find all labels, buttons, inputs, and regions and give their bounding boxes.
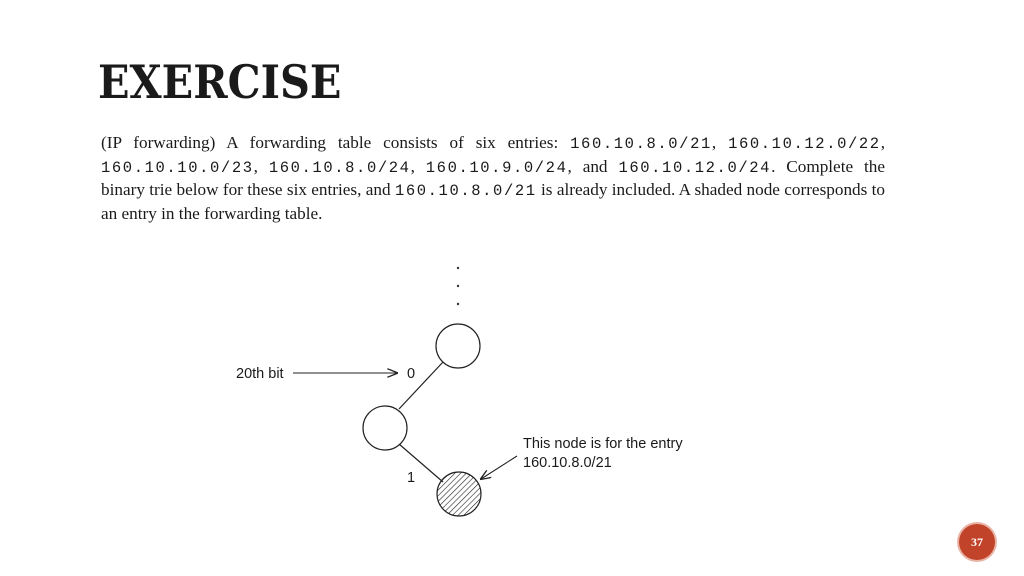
page-number-badge: 37: [959, 524, 995, 560]
slide-title: EXERCISE: [98, 55, 342, 109]
edge-label-1: 1: [407, 470, 416, 486]
entry-3: 160.10.10.0/23: [101, 158, 254, 177]
entry-5: 160.10.9.0/24: [425, 158, 568, 177]
trie-node-shaded: [437, 472, 481, 516]
trie-edge-0: [399, 362, 443, 409]
and-word: and: [582, 156, 608, 176]
question-suffix: is already included. A shaded node corresponds to an entry in the forwarding table.: [101, 180, 886, 223]
bit-label: 20th bit: [236, 366, 284, 382]
question-mid: Complete the binary trie below for these six entries, and: [101, 156, 885, 199]
entry-1: 160.10.8.0/21: [570, 135, 712, 153]
edge-label-0: 0: [407, 366, 416, 382]
question-paragraph: (IP forwarding) A forwarding table consists of six entries: 160.10.8.0/21, 160.10.12.0/22, 160.10.10.0/23, 160.10.8.0/24, 160.10.9.0/24, and 160.10.12.0/24. Complete the binary trie below for these six entries, and 160.10.8.0/21 is already included. A shaded node corresponds to an entry in the forwarding table.: [101, 133, 886, 223]
entry-2: 160.10.12.0/22: [728, 135, 881, 153]
entry-6: 160.10.12.0/24: [618, 158, 772, 177]
ellipsis-dot: [457, 267, 459, 269]
trie-node-left: [363, 406, 407, 450]
entry-4: 160.10.8.0/24: [268, 158, 411, 177]
included-entry: 160.10.8.0/21: [394, 182, 537, 200]
ellipsis-dot: [457, 285, 459, 287]
annotation-line-1: This node is for the entry: [523, 436, 683, 452]
question-prefix: (IP forwarding) A forwarding table consists of six entries:: [101, 133, 559, 152]
annotation-arrow: [481, 456, 517, 479]
ellipsis-dot: [457, 303, 459, 305]
trie-node-root: [436, 324, 480, 368]
trie-edge-1: [399, 444, 443, 482]
annotation-line-2: 160.10.8.0/21: [523, 455, 612, 471]
